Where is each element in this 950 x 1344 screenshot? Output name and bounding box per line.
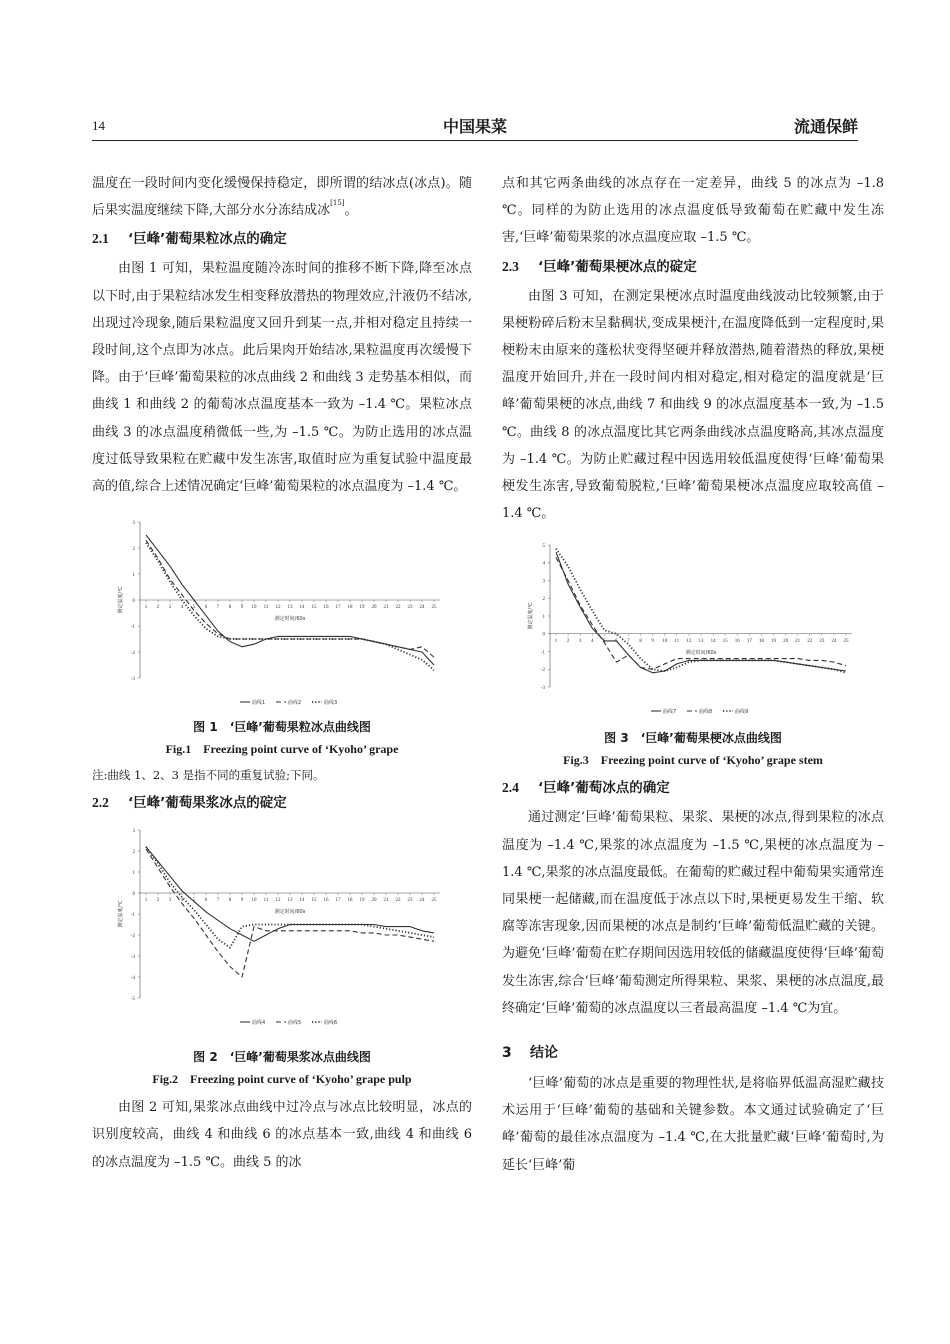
intro-end: 。 — [344, 203, 358, 219]
y-tick-label: 3 — [542, 579, 545, 585]
x-tick-label: 7 — [627, 639, 630, 645]
section-2-4-paragraph: 通过测定‘巨峰’葡萄果粒、果浆、果梗的冰点,得到果粒的冰点温度为 –1.4 ℃,果浆的冰点温度为 –1.5 ℃,果梗的冰点温度为 –1.4 ℃,果浆的冰点温度最低。在葡萄的贮藏过程中葡萄果实通常连同果梗一起储藏,而在温度低于冰点以下时,果梗更易发生干缩、软腐等冻害现象,因而果梗的冰点是制约‘巨峰’葡萄低温贮藏的关键。为避免‘巨峰’葡萄在贮存期间因选用较低的储藏温度使得‘巨峰’葡萄发生冻害,综合‘巨峰’葡萄测定所得果粒、果浆、果梗的冰点温度,最终确定‘巨峰’葡萄的冰点温度以三者最高温度 –1.4 ℃为宜。 — [502, 810, 884, 1016]
intro-text: 温度在一段时间内变化缓慢保持稳定，即所谓的结冰点(冰点)。随后果实温度继续下降,大部分水分冻结成冰 — [92, 176, 472, 219]
x-tick-label: 23 — [819, 639, 825, 645]
x-tick-label: 18 — [347, 898, 353, 904]
legend-label: 曲线9 — [735, 709, 749, 716]
x-tick-label: 15 — [722, 639, 728, 645]
y-tick-label: -2 — [130, 934, 135, 940]
y-tick-label: 1 — [132, 573, 135, 579]
x-tick-label: 24 — [831, 639, 837, 645]
x-tick-label: 21 — [383, 605, 389, 611]
y-tick-label: 5 — [542, 544, 545, 550]
x-tick-label: 9 — [240, 605, 244, 611]
x-tick-label: 17 — [335, 898, 341, 904]
x-tick-label: 12 — [275, 898, 281, 904]
x-tick-label: 2 — [156, 605, 160, 611]
section-2-1-heading — [92, 226, 472, 252]
left-column — [92, 170, 472, 1176]
section-2-4-heading — [502, 775, 884, 801]
section-title: ‘巨峰’葡萄果梗冰点的碇定 — [538, 258, 697, 275]
x-tick-label: 1 — [554, 639, 558, 645]
figure-2 — [92, 822, 472, 1090]
figure-1-chart — [92, 514, 472, 714]
x-tick-label: 11 — [263, 898, 269, 904]
y-axis-label: 测定温度/℃ — [118, 586, 124, 614]
x-tick-label: 12 — [686, 639, 692, 645]
figure-1 — [92, 514, 472, 760]
x-tick-label: 25 — [431, 605, 437, 611]
legend-label: 曲线3 — [324, 700, 338, 707]
section-title: 流通保鲜 — [793, 117, 858, 136]
y-tick-label: -1 — [130, 625, 135, 631]
x-tick-label: 21 — [383, 898, 389, 904]
section-2-2-paragraph: 由图 2 可知,果浆冰点曲线中过冷点与冰点比较明显，冰点的识别度较高，曲线 4 和曲线 6 的冰点基本一致,曲线 4 和曲线 6 的冰点温度为 –1.5 ℃。曲线 5 的冰 — [92, 1100, 472, 1170]
continued-paragraph: 点和其它两条曲线的冰点存在一定差异，曲线 5 的冰点为 –1.8 ℃。同样的为防止选用的冰点温度低导致葡萄在贮藏中发生冻害,‘巨峰’葡萄果浆的冰点温度应取 –1.5 ℃。 — [502, 176, 884, 246]
x-tick-label: 8 — [228, 605, 232, 611]
x-tick-label: 22 — [395, 898, 401, 904]
x-tick-label: 16 — [323, 605, 329, 611]
figure-2-chart — [92, 822, 472, 1034]
x-tick-label: 13 — [698, 639, 704, 645]
series-line-2 — [146, 540, 434, 657]
x-tick-label: 5 — [192, 605, 196, 611]
journal-title: 中国果菜 — [442, 117, 507, 136]
y-axis-label: 测定温度/℃ — [528, 602, 534, 631]
x-tick-label: 17 — [335, 605, 341, 611]
x-tick-label: 14 — [299, 898, 305, 904]
x-tick-label: 4 — [180, 898, 184, 904]
x-tick-label: 11 — [263, 605, 269, 611]
section-number: 2.1 — [92, 231, 109, 247]
section-title: ‘巨峰’葡萄果浆冰点的碇定 — [128, 795, 287, 812]
y-tick-label: -3 — [130, 677, 135, 683]
x-tick-label: 16 — [734, 639, 740, 645]
x-tick-label: 15 — [311, 898, 317, 904]
x-tick-label: 18 — [347, 605, 353, 611]
x-tick-label: 19 — [359, 898, 365, 904]
figure-3 — [502, 537, 884, 771]
x-tick-label: 13 — [287, 898, 293, 904]
y-tick-label: 4 — [542, 561, 545, 567]
legend-label: 曲线1 — [252, 700, 266, 707]
figure-3-caption-cn: 图 3 ‘巨峰’葡萄果梗冰点曲线图 — [604, 731, 782, 746]
section-2-1-paragraph: 由图 1 可知，果粒温度随冷冻时间的推移不断下降,降至冰点以下时,由于果粒结冰发生相变释放潜热的物理效应,汁液仍不结冰,出现过冷现象,随后果粒温度又回升到某一点,并相对稳定且持续一段时间,这个点即为冰点。此后果肉开始结冰,果粒温度再次缓慢下降。由于‘巨峰’葡萄果粒的冰点曲线 2 和曲线 3 走势基本相似，而曲线 1 和曲线 2 的葡萄冰点温度基本一致为 –1.4 ℃。果粒冰点曲线 3 的冰点温度稍微低一些,为 –1.5 ℃。为防止选用的冰点温度过低导致果粒在贮藏中发生冻害,取值时应为重复试验中温度最高的值,综合上述情况确定‘巨峰’葡萄果粒的冰点温度为 –1.4 ℃。 — [92, 261, 472, 495]
y-tick-label: 3 — [132, 521, 135, 527]
x-tick-label: 14 — [299, 605, 305, 611]
legend-label: 曲线6 — [324, 1020, 338, 1027]
figure-3-chart — [502, 537, 884, 723]
figure-3-caption-en: Fig.3 Freezing point curve of ‘Kyoho’ grape stem — [563, 753, 823, 768]
y-tick-label: 0 — [132, 599, 135, 605]
x-tick-label: 4 — [180, 605, 184, 611]
y-tick-label: -2 — [540, 668, 545, 674]
y-tick-label: 1 — [132, 871, 135, 877]
x-tick-label: 13 — [287, 605, 293, 611]
x-tick-label: 21 — [795, 639, 801, 645]
x-tick-label: 23 — [407, 605, 413, 611]
section-2-3-heading — [502, 254, 884, 280]
right-column — [502, 170, 884, 1179]
x-tick-label: 22 — [395, 605, 401, 611]
x-tick-label: 3 — [578, 639, 582, 645]
section-title: ‘巨峰’葡萄果粒冰点的确定 — [128, 231, 287, 248]
y-tick-label: -2 — [130, 651, 135, 657]
page-header — [92, 112, 858, 141]
section-3-paragraph: ‘巨峰’葡萄的冰点是重要的物理性状,是将临界低温高湿贮藏技术运用于‘巨峰’葡萄的基础和关键参数。本文通过试验确定了‘巨峰’葡萄的最佳冰点温度为 –1.4 ℃,在大批量贮藏‘巨峰’葡萄时,为延长‘巨峰’葡 — [502, 1076, 884, 1173]
y-tick-label: 0 — [542, 632, 545, 638]
x-tick-label: 20 — [371, 605, 377, 611]
x-tick-label: 8 — [639, 639, 642, 645]
intro-paragraph — [92, 170, 472, 224]
y-tick-label: 2 — [132, 547, 135, 553]
y-tick-label: 2 — [132, 850, 135, 856]
figure-2-caption-en: Fig.2 Freezing point curve of ‘Kyoho’ grape pulp — [152, 1072, 412, 1087]
y-tick-label: 0 — [132, 892, 135, 898]
x-tick-label: 14 — [710, 639, 716, 645]
x-tick-label: 24 — [419, 605, 425, 611]
y-tick-label: -1 — [130, 913, 135, 919]
x-tick-label: 18 — [758, 639, 764, 645]
y-tick-label: -5 — [130, 997, 135, 1003]
x-tick-label: 8 — [228, 898, 232, 904]
x-tick-label: 10 — [251, 605, 257, 611]
x-tick-label: 9 — [651, 639, 654, 645]
x-tick-label: 25 — [843, 639, 849, 645]
figure-note: 注:曲线 1、2、3 是指不同的重复试验;下同。 — [92, 768, 325, 783]
y-tick-label: -3 — [130, 955, 135, 961]
y-axis-label: 测定温度/℃ — [118, 900, 124, 928]
x-axis-label: 测定时间/60s — [274, 616, 306, 623]
figure-1-caption-cn: 图 1 ‘巨峰’葡萄果粒冰点曲线图 — [193, 720, 371, 735]
x-tick-label: 15 — [311, 605, 317, 611]
x-tick-label: 16 — [323, 898, 329, 904]
x-tick-label: 7 — [216, 605, 220, 611]
y-tick-label: 3 — [132, 829, 135, 835]
y-tick-label: 1 — [542, 615, 545, 621]
x-tick-label: 5 — [192, 898, 196, 904]
x-tick-label: 11 — [674, 639, 680, 645]
x-tick-label: 6 — [204, 605, 208, 611]
legend-label: 曲线8 — [699, 709, 713, 716]
x-tick-label: 4 — [591, 639, 594, 645]
x-tick-label: 6 — [204, 898, 208, 904]
x-tick-label: 9 — [240, 898, 244, 904]
x-tick-label: 3 — [168, 605, 172, 611]
x-tick-label: 17 — [746, 639, 752, 645]
x-tick-label: 10 — [251, 898, 257, 904]
x-tick-label: 23 — [407, 898, 413, 904]
reference-15[interactable]: [15] — [330, 199, 345, 208]
section-3-heading — [502, 1040, 884, 1066]
x-tick-label: 3 — [168, 898, 172, 904]
x-tick-label: 2 — [156, 898, 160, 904]
section-number: 2.3 — [502, 258, 519, 274]
y-tick-label: 2 — [542, 597, 545, 603]
x-tick-label: 7 — [216, 898, 220, 904]
x-tick-label: 20 — [371, 898, 377, 904]
section-title: ‘巨峰’葡萄冰点的确定 — [538, 780, 670, 797]
legend-label: 曲线7 — [663, 709, 677, 716]
x-tick-label: 19 — [771, 639, 776, 645]
x-tick-label: 20 — [783, 639, 789, 645]
y-tick-label: -3 — [540, 686, 545, 692]
figure-2-caption-cn: 图 2 ‘巨峰’葡萄果浆冰点曲线图 — [193, 1050, 371, 1065]
legend-label: 曲线2 — [288, 700, 302, 707]
x-tick-label: 12 — [275, 605, 281, 611]
x-tick-label: 6 — [615, 639, 618, 645]
x-tick-label: 1 — [144, 605, 148, 611]
section-number: 3 — [502, 1045, 512, 1062]
section-2-3-paragraph: 由图 3 可知，在测定果梗冰点时温度曲线波动比较频繁,由于果梗粉碎后粉末呈黏稠状,变成果梗汁,在温度降低到一定程度时,果梗粉末由原来的蓬松状变得坚硬并释放潜热,随着潜热的释放,果梗温度开始回升,并在一段时间内相对稳定,相对稳定的温度就是‘巨峰’葡萄果梗的冰点,曲线 7 和曲线 9 的冰点温度基本一致,为 –1.5 ℃。曲线 8 的冰点温度比其它两条曲线冰点温度略高,其冰点温度为 –1.4 ℃。为防止贮藏过程中因选用较低温度使得‘巨峰’葡萄果梗发生冻害,导致葡萄脱粒,‘巨峰’葡萄果梗冰点温度应取较高值 –1.4 ℃。 — [502, 288, 884, 522]
y-tick-label: -4 — [130, 976, 135, 982]
x-tick-label: 1 — [144, 898, 148, 904]
x-tick-label: 10 — [662, 639, 668, 645]
y-tick-label: -1 — [540, 650, 545, 656]
legend-label: 曲线5 — [288, 1020, 302, 1027]
x-axis-label: 测定时间/60s — [274, 909, 306, 916]
x-tick-label: 24 — [419, 898, 425, 904]
page-number: 14 — [92, 118, 105, 133]
x-tick-label: 2 — [566, 639, 570, 645]
x-tick-label: 25 — [431, 898, 437, 904]
legend-label: 曲线4 — [252, 1020, 266, 1027]
x-axis-label: 测定时间/60s — [685, 650, 717, 657]
x-tick-label: 19 — [359, 605, 365, 611]
section-number: 2.4 — [502, 780, 519, 796]
figure-1-caption-en: Fig.1 Freezing point curve of ‘Kyoho’ grape — [165, 742, 399, 757]
x-tick-label: 5 — [603, 639, 606, 645]
section-2-2-heading — [92, 790, 472, 816]
section-number: 2.2 — [92, 795, 109, 811]
x-tick-label: 22 — [807, 639, 813, 645]
section-title: 结论 — [530, 1045, 558, 1062]
